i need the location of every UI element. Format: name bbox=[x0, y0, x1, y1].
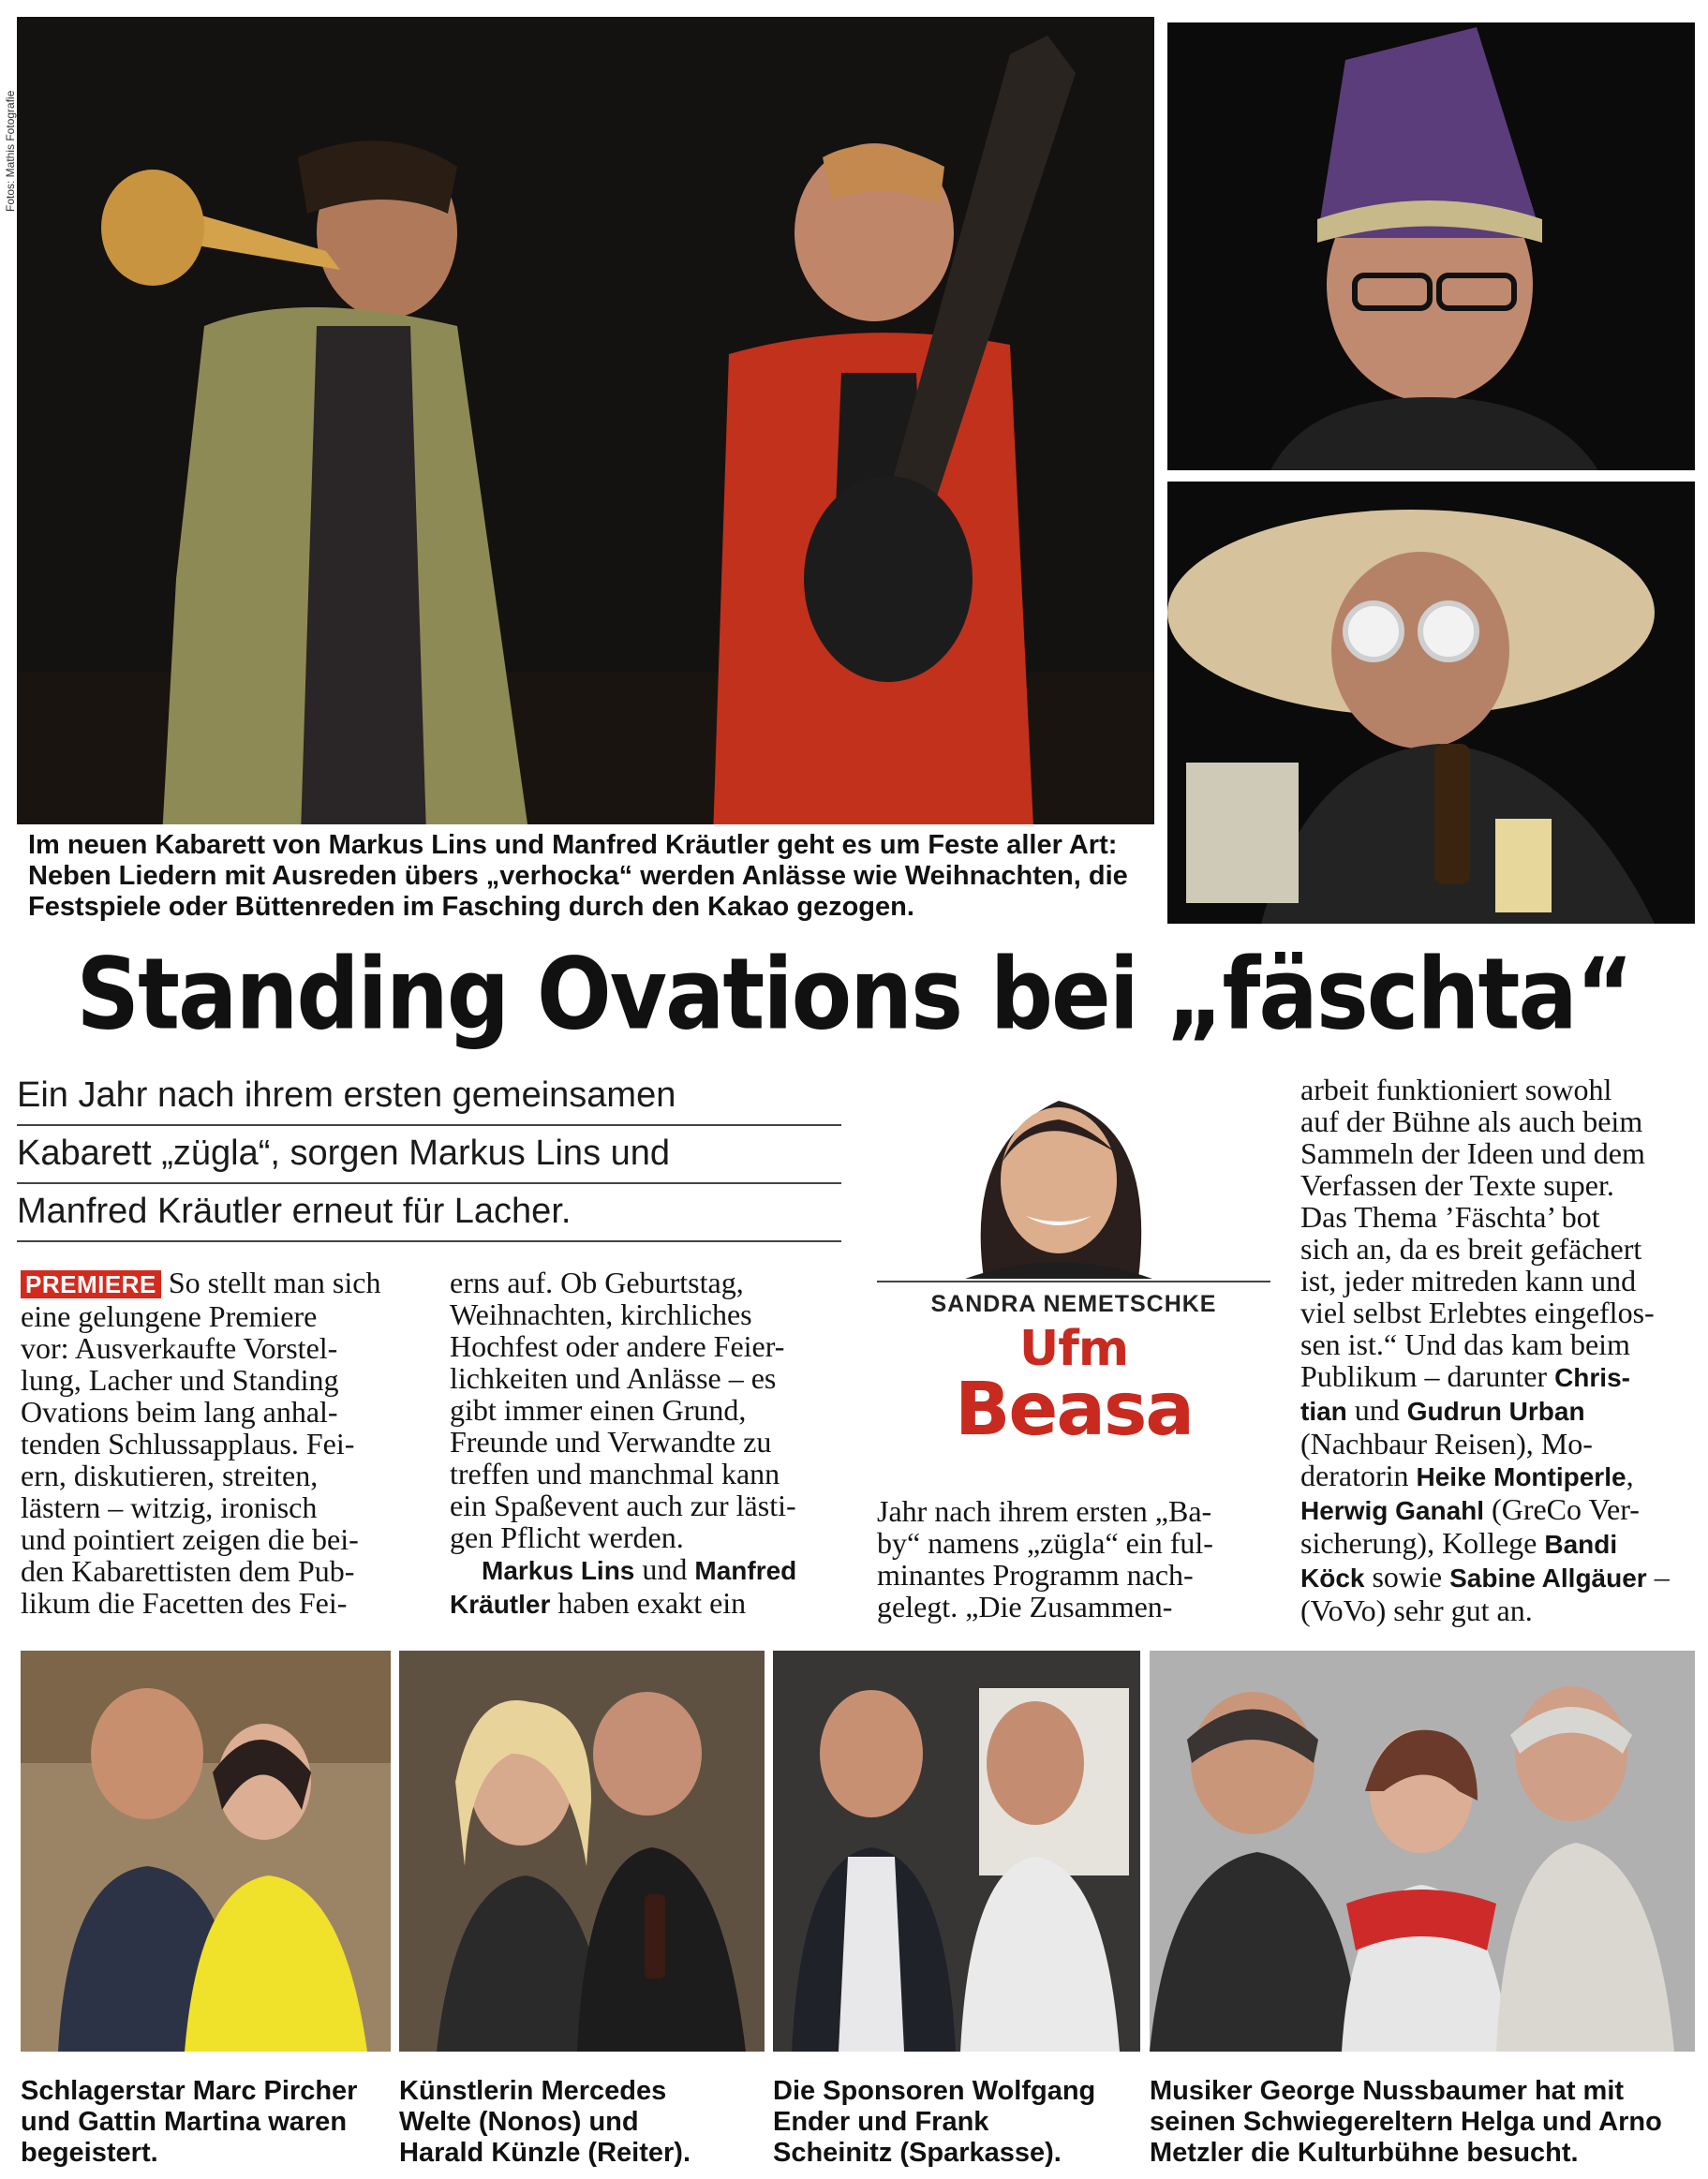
bottom-caption-2 bbox=[399, 2076, 765, 2169]
text-line: Sammeln der Ideen und dem bbox=[1300, 1136, 1645, 1170]
text-fragment: , bbox=[1626, 1459, 1634, 1492]
text-line: tenden Schlussapplaus. Fei- bbox=[21, 1427, 355, 1460]
text-line: den Kabarettisten dem Pub- bbox=[21, 1554, 355, 1588]
person-name: Manfred bbox=[694, 1556, 797, 1585]
headline: Standing Ovations bei „fäschta“ bbox=[76, 938, 1632, 1053]
person-name: tian bbox=[1300, 1397, 1347, 1426]
text-line bbox=[1300, 1360, 1694, 1394]
text-fragment: (GreCo Ver- bbox=[1492, 1492, 1640, 1526]
text-line: lung, Lacher und Standing bbox=[21, 1363, 339, 1397]
caption-line: Ender und Frank bbox=[773, 2107, 989, 2137]
subheadline bbox=[17, 1068, 841, 1242]
photo-marc-pircher-martina bbox=[21, 1651, 391, 2052]
text-line bbox=[450, 1587, 843, 1621]
caption-line: und Gattin Martina waren bbox=[21, 2107, 348, 2137]
text-line: gen Pflicht werden. bbox=[450, 1520, 684, 1554]
caption-line: Musiker George Nussbaumer hat mit bbox=[1150, 2076, 1625, 2106]
caption-line: Künstlerin Mercedes bbox=[399, 2076, 667, 2106]
article-column-4 bbox=[1300, 1074, 1694, 1626]
text-line bbox=[1300, 1460, 1694, 1493]
text-fragment: – bbox=[1654, 1560, 1670, 1593]
text-line: likum die Facetten des Fei- bbox=[21, 1586, 348, 1620]
text-line: minantes Programm nach- bbox=[877, 1558, 1194, 1592]
article-column-2 bbox=[450, 1267, 843, 1621]
text-line: treffen und manchmal kann bbox=[450, 1457, 780, 1490]
bottom-caption-3 bbox=[773, 2076, 1140, 2169]
caption-line: Metzler die Kulturbühne besucht. bbox=[1150, 2138, 1579, 2168]
caption-line: Schlagerstar Marc Pircher bbox=[21, 2076, 358, 2106]
text-line: viel selbst Erlebtes eingeflos- bbox=[1300, 1296, 1655, 1329]
text-line: eine gelungene Premiere bbox=[21, 1299, 318, 1333]
text-fragment: sicherung), Kollege bbox=[1300, 1526, 1537, 1560]
photo-credit: Fotos: Mathis Fotografie bbox=[4, 90, 17, 212]
text-line: Weihnachten, kirchliches bbox=[450, 1297, 752, 1331]
person-name: Chris- bbox=[1554, 1363, 1630, 1392]
text-fragment: Publikum – darunter bbox=[1300, 1359, 1548, 1393]
text-line bbox=[1300, 1561, 1694, 1594]
photo-man-cowboy-hat bbox=[1167, 482, 1695, 924]
text-line: Jahr nach ihrem ersten „Ba- bbox=[877, 1494, 1212, 1528]
caption-line: Die Sponsoren Wolfgang bbox=[773, 2076, 1096, 2106]
text-fragment: und bbox=[642, 1552, 688, 1586]
person-name: Markus Lins bbox=[482, 1556, 635, 1585]
text-fragment: haben exakt ein bbox=[557, 1586, 747, 1620]
photo-wolfgang-ender-frank-scheinitz bbox=[773, 1651, 1140, 2052]
text-line: vor: Ausverkaufte Vorstel- bbox=[21, 1331, 338, 1365]
article-column-3 bbox=[877, 1495, 1270, 1623]
caption-line: Neben Liedern mit Ausreden übers „verhocka“ werden Anlässe wie Weihnachten, die bbox=[28, 861, 1128, 891]
text-line: Das Thema ’Fäschta’ bot bbox=[1300, 1200, 1600, 1234]
text-line: lästern – witzig, ironisch bbox=[21, 1490, 318, 1524]
text-line: by“ namens „zügla“ ein ful- bbox=[877, 1526, 1213, 1560]
photo-george-nussbaumer-helga-arno-metzler bbox=[1150, 1651, 1695, 2052]
text-line: So stellt man sich bbox=[168, 1266, 381, 1299]
text-line: Verfassen der Texte super. bbox=[1300, 1168, 1614, 1202]
text-fragment: und bbox=[1354, 1393, 1400, 1427]
person-name: Heike Montiperle bbox=[1416, 1462, 1626, 1491]
text-line: gelegt. „Die Zusammen- bbox=[877, 1590, 1173, 1623]
text-line: gibt immer einen Grund, bbox=[450, 1393, 747, 1427]
text-line bbox=[1300, 1394, 1694, 1428]
photo-mercedes-welte-harald-kuenzle bbox=[399, 1651, 765, 2052]
bottom-caption-1 bbox=[21, 2076, 391, 2169]
person-name: Herwig Ganahl bbox=[1300, 1496, 1485, 1525]
text-line bbox=[450, 1553, 843, 1587]
person-name: Bandi bbox=[1544, 1530, 1618, 1559]
subheadline-line: Ein Jahr nach ihrem ersten gemeinsamen bbox=[17, 1068, 841, 1126]
columnist-portrait bbox=[928, 1068, 1190, 1279]
text-line: auf der Bühne als auch beim bbox=[1300, 1104, 1643, 1138]
article-column-1 bbox=[21, 1267, 414, 1619]
text-line: lichkeiten und Anlässe – es bbox=[450, 1361, 777, 1395]
section-badge: PREMIERE bbox=[21, 1270, 161, 1298]
caption-line: Scheinitz (Sparkasse). bbox=[773, 2138, 1062, 2168]
bottom-caption-4 bbox=[1150, 2076, 1695, 2169]
text-line bbox=[1300, 1527, 1694, 1561]
text-fragment: sowie bbox=[1372, 1560, 1443, 1593]
subheadline-line: Kabarett „zügla“, sorgen Markus Lins und bbox=[17, 1126, 841, 1184]
caption-line: Im neuen Kabarett von Markus Lins und Manfred Kräutler geht es um Feste aller Art: bbox=[28, 830, 1118, 860]
text-line: ist, jeder mitreden kann und bbox=[1300, 1264, 1637, 1297]
text-line: erns auf. Ob Geburtstag, bbox=[450, 1266, 744, 1299]
stage-photo-trumpet-guitar bbox=[17, 17, 1154, 924]
top-photo-caption bbox=[17, 824, 1154, 928]
caption-line: Harald Künzle (Reiter). bbox=[399, 2138, 691, 2168]
caption-line: Welte (Nonos) und bbox=[399, 2107, 639, 2137]
text-fragment: deratorin bbox=[1300, 1459, 1409, 1492]
text-line: ern, diskutieren, streiten, bbox=[21, 1459, 319, 1492]
person-name: Sabine Allgäuer bbox=[1449, 1564, 1647, 1593]
column-brand-line2: Beasa bbox=[954, 1368, 1194, 1452]
text-line: sen ist.“ Und das kam beim bbox=[1300, 1327, 1630, 1361]
columnist-name: SANDRA NEMETSCHKE bbox=[930, 1291, 1217, 1317]
columnist-divider bbox=[877, 1281, 1270, 1282]
caption-line: begeistert. bbox=[21, 2138, 158, 2168]
caption-line: Festspiele oder Büttenreden im Fasching durch den Kakao gezogen. bbox=[28, 892, 914, 922]
text-line: arbeit funktioniert sowohl bbox=[1300, 1073, 1612, 1106]
text-line: Ovations beim lang anhal- bbox=[21, 1395, 338, 1429]
caption-line: seinen Schwiegereltern Helga und Arno bbox=[1150, 2107, 1662, 2137]
text-line: ein Spaßevent auch zur lästi- bbox=[450, 1489, 796, 1522]
photo-man-jester-hat bbox=[1167, 22, 1695, 470]
person-name: Köck bbox=[1300, 1564, 1365, 1593]
text-line: und pointiert zeigen die bei- bbox=[21, 1522, 359, 1556]
text-line: (Nachbaur Reisen), Mo- bbox=[1300, 1427, 1593, 1460]
text-line: (VoVo) sehr gut an. bbox=[1300, 1593, 1533, 1627]
person-name: Kräutler bbox=[450, 1590, 551, 1619]
text-line: Hochfest oder andere Feier- bbox=[450, 1329, 785, 1363]
text-line: Freunde und Verwandte zu bbox=[450, 1425, 772, 1459]
column-brand-line1: Ufm bbox=[1018, 1321, 1129, 1377]
person-name: Gudrun Urban bbox=[1406, 1397, 1585, 1426]
text-line bbox=[1300, 1493, 1694, 1527]
subheadline-line: Manfred Kräutler erneut für Lacher. bbox=[17, 1184, 841, 1242]
text-line: sich an, da es breit gefächert bbox=[1300, 1232, 1642, 1266]
